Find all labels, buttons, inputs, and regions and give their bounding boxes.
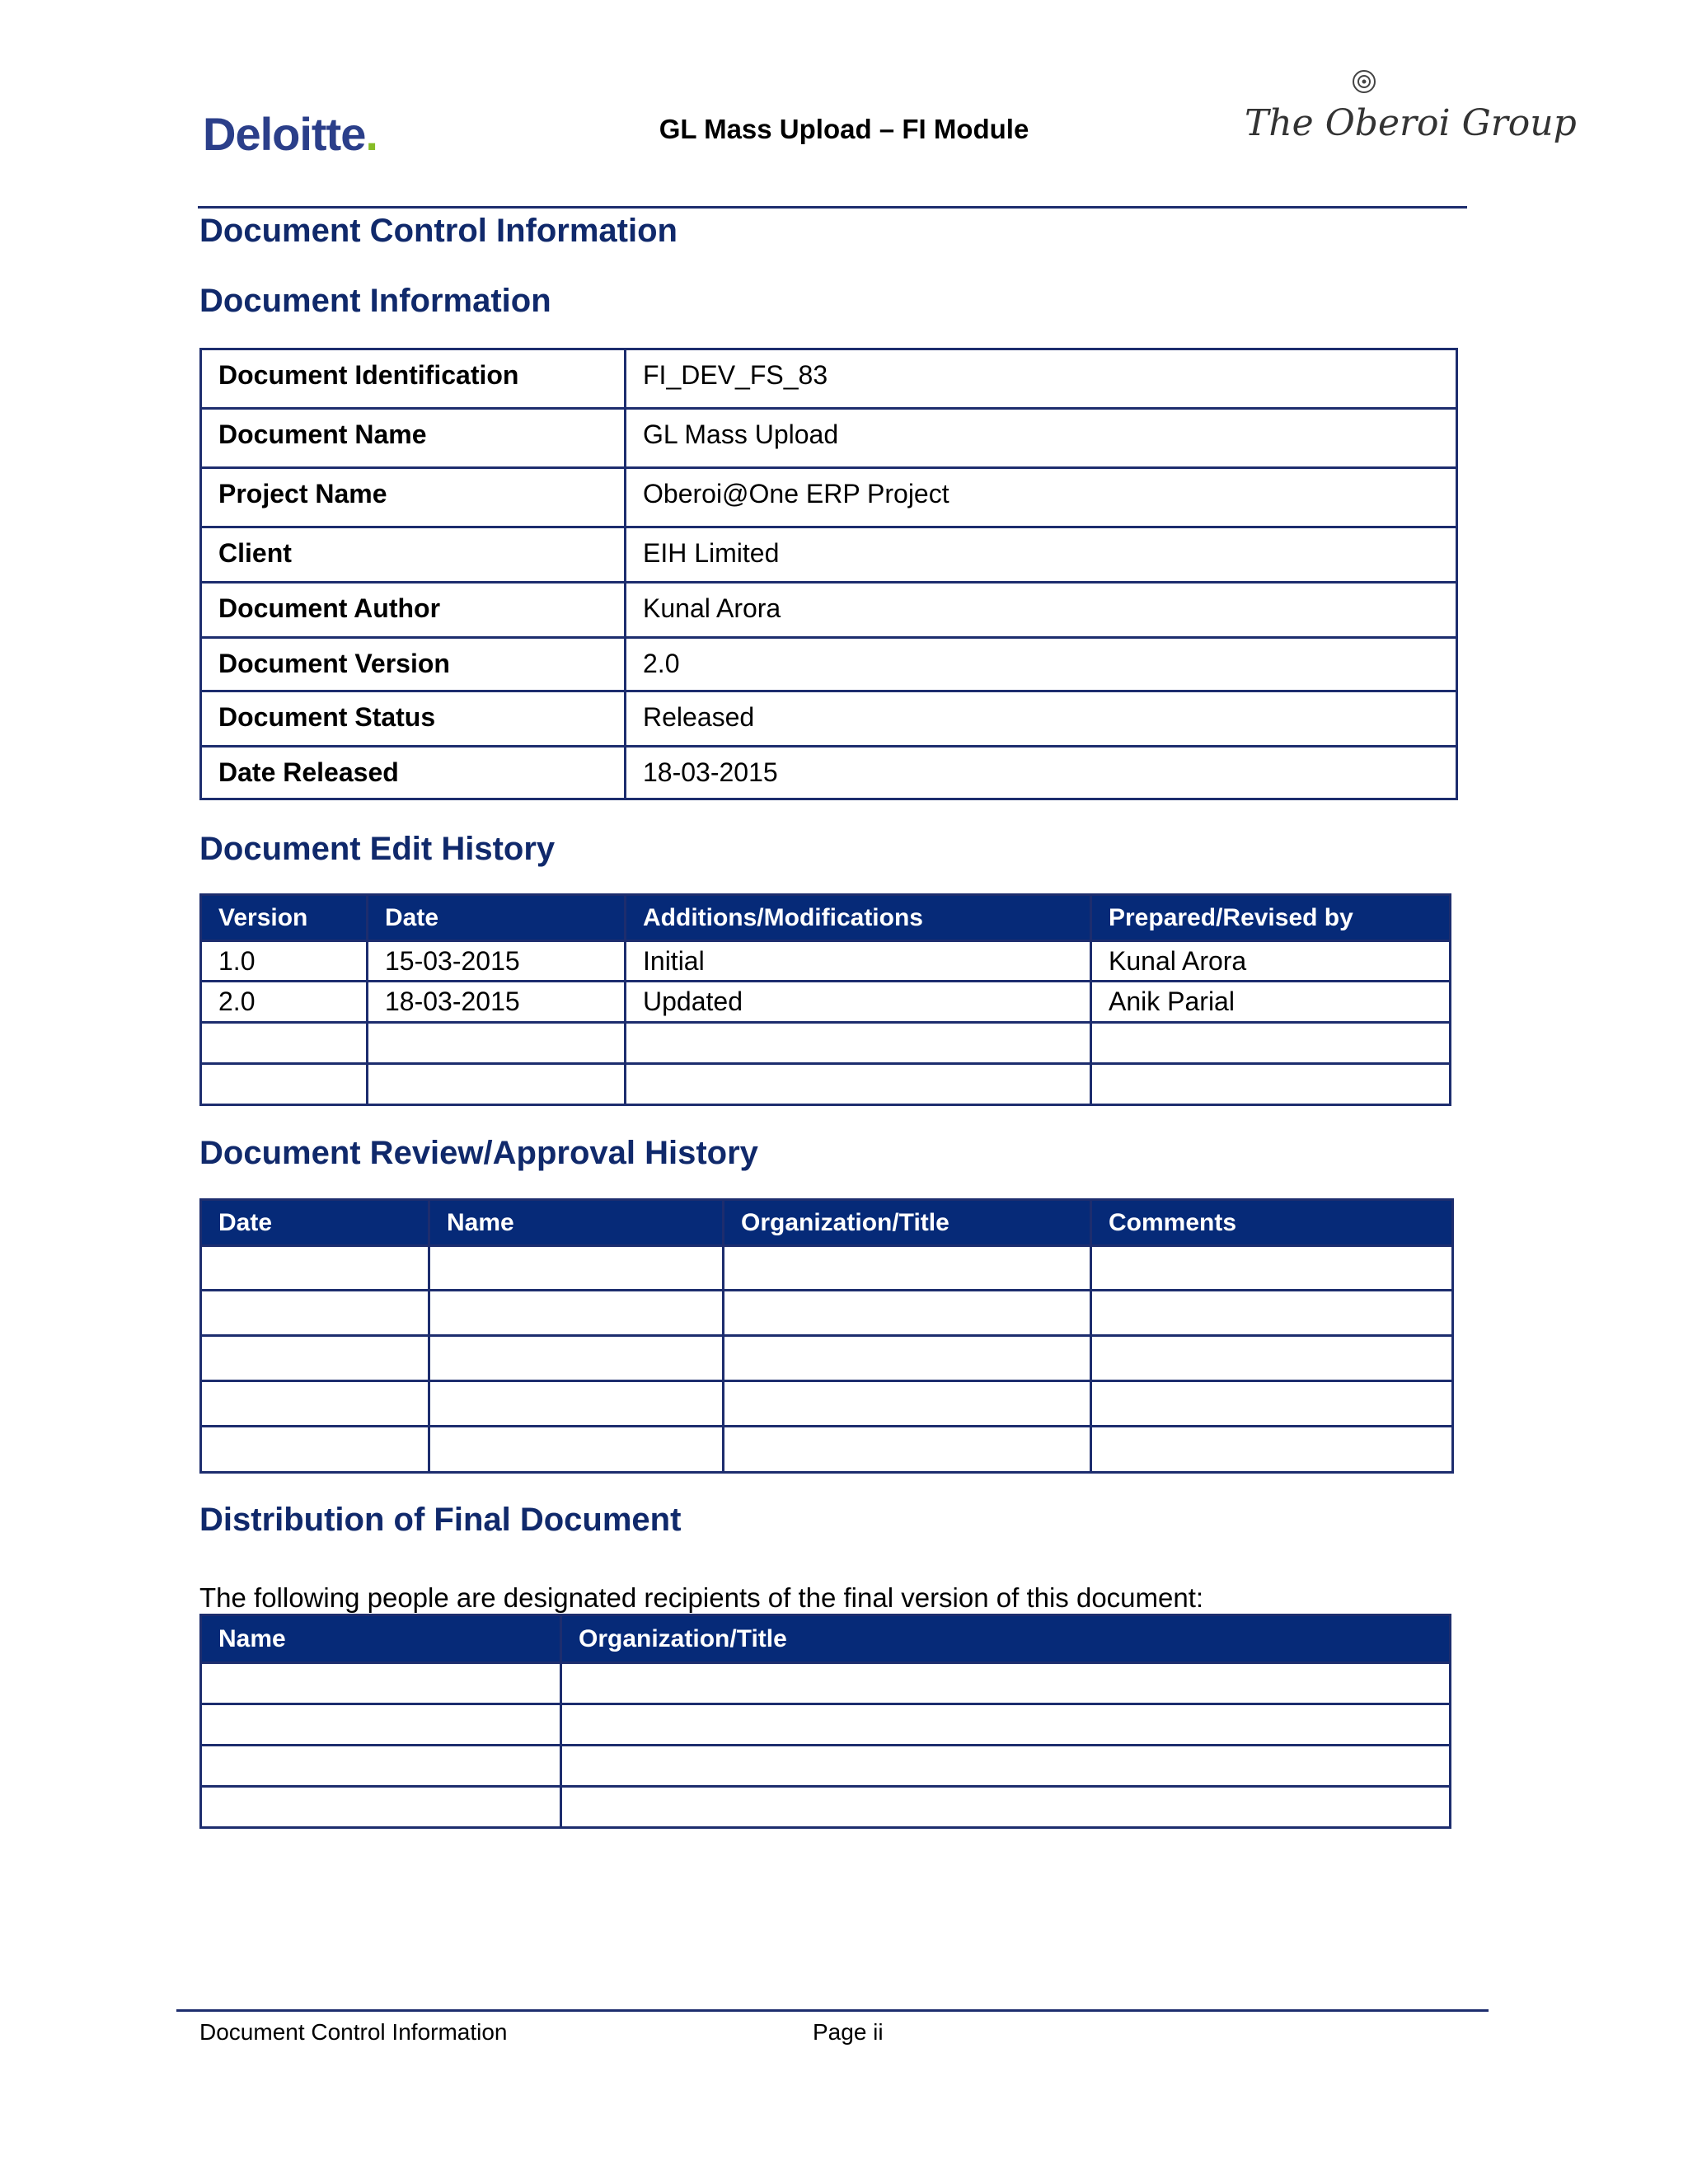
table-cell <box>429 1246 724 1291</box>
column-header: Name <box>429 1200 724 1246</box>
table-cell <box>561 1787 1451 1828</box>
table-row <box>201 1064 1451 1105</box>
table-cell <box>1091 1291 1453 1336</box>
distribution-intro: The following people are designated recipients of the final version of this document: <box>199 1582 1204 1613</box>
footer-page-number: Page ii <box>813 2019 884 2045</box>
table-cell <box>429 1291 724 1336</box>
table-row <box>201 638 1457 691</box>
table-cell <box>201 1064 368 1105</box>
column-header: Date <box>201 1200 429 1246</box>
info-value: Kunal Arora <box>626 583 1457 638</box>
table-cell <box>429 1427 724 1473</box>
info-value: Released <box>626 691 1457 747</box>
distribution-table <box>199 1614 1451 1829</box>
table-cell: 15-03-2015 <box>368 941 626 982</box>
table-cell <box>561 1704 1451 1746</box>
table-row <box>201 747 1457 799</box>
table-cell <box>201 1663 561 1704</box>
info-value: 2.0 <box>626 638 1457 691</box>
column-header: Date <box>368 895 626 941</box>
table-row <box>201 982 1451 1023</box>
table-cell: 1.0 <box>201 941 368 982</box>
oberoi-logo-text: The Oberoi Group <box>1245 102 1577 144</box>
table-cell <box>201 1746 561 1787</box>
table-cell <box>201 1427 429 1473</box>
table-row <box>201 349 1457 409</box>
table-row <box>201 1787 1451 1828</box>
table-cell <box>724 1246 1091 1291</box>
table-cell <box>201 1787 561 1828</box>
table-cell: Anik Parial <box>1091 982 1451 1023</box>
table-cell <box>561 1746 1451 1787</box>
table-cell <box>724 1381 1091 1427</box>
table-cell <box>1091 1023 1451 1064</box>
info-value: GL Mass Upload <box>626 409 1457 468</box>
document-information-table <box>199 348 1458 800</box>
table-row <box>201 1746 1451 1787</box>
table-cell <box>368 1064 626 1105</box>
info-value: EIH Limited <box>626 527 1457 583</box>
table-row <box>201 409 1457 468</box>
table-row <box>201 691 1457 747</box>
table-cell: Kunal Arora <box>1091 941 1451 982</box>
info-value: FI_DEV_FS_83 <box>626 349 1457 409</box>
table-cell <box>626 1023 1091 1064</box>
heading-document-information: Document Information <box>199 283 551 319</box>
heading-edit-history: Document Edit History <box>199 831 556 867</box>
column-header: Prepared/Revised by <box>1091 895 1451 941</box>
info-label: Document Author <box>201 583 626 638</box>
column-header: Additions/Modifications <box>626 895 1091 941</box>
column-header: Organization/Title <box>561 1615 1451 1663</box>
column-header: Organization/Title <box>724 1200 1091 1246</box>
table-row <box>201 941 1451 982</box>
table-cell: Initial <box>626 941 1091 982</box>
table-cell <box>201 1381 429 1427</box>
table-row <box>201 1663 1451 1704</box>
table-row <box>201 1336 1453 1381</box>
table-cell <box>201 1023 368 1064</box>
deloitte-logo: Deloitte. <box>203 108 377 160</box>
table-cell <box>724 1291 1091 1336</box>
table-cell <box>1091 1381 1453 1427</box>
table-cell <box>626 1064 1091 1105</box>
table-cell: 2.0 <box>201 982 368 1023</box>
table-cell <box>561 1663 1451 1704</box>
column-header: Comments <box>1091 1200 1453 1246</box>
table-cell <box>1091 1427 1453 1473</box>
info-label: Document Version <box>201 638 626 691</box>
table-cell: 18-03-2015 <box>368 982 626 1023</box>
table-header-row <box>201 1200 1453 1246</box>
table-cell <box>201 1704 561 1746</box>
table-header-row <box>201 895 1451 941</box>
heading-distribution: Distribution of Final Document <box>199 1502 682 1538</box>
table-row <box>201 1381 1453 1427</box>
heading-document-control: Document Control Information <box>199 213 678 249</box>
table-cell <box>429 1381 724 1427</box>
table-cell <box>429 1336 724 1381</box>
info-value: 18-03-2015 <box>626 747 1457 799</box>
footer-section-title: Document Control Information <box>199 2019 508 2045</box>
edit-history-table <box>199 893 1451 1106</box>
table-cell <box>724 1336 1091 1381</box>
footer-rule <box>176 2009 1489 2012</box>
review-history-table <box>199 1198 1454 1474</box>
info-label: Document Identification <box>201 349 626 409</box>
header-title: GL Mass Upload – FI Module <box>659 114 1029 144</box>
table-cell: Updated <box>626 982 1091 1023</box>
column-header: Name <box>201 1615 561 1663</box>
table-row <box>201 527 1457 583</box>
oberoi-emblem-icon <box>1350 68 1378 96</box>
info-label: Project Name <box>201 468 626 527</box>
header-rule <box>198 206 1467 209</box>
oberoi-logo <box>1245 68 1577 144</box>
info-label: Document Name <box>201 409 626 468</box>
table-row <box>201 1427 1453 1473</box>
table-row <box>201 1291 1453 1336</box>
table-row <box>201 583 1457 638</box>
table-cell <box>1091 1064 1451 1105</box>
heading-review-history: Document Review/Approval History <box>199 1135 758 1171</box>
table-row <box>201 1246 1453 1291</box>
table-cell <box>1091 1336 1453 1381</box>
info-label: Date Released <box>201 747 626 799</box>
table-row <box>201 468 1457 527</box>
info-value: Oberoi@One ERP Project <box>626 468 1457 527</box>
info-label: Client <box>201 527 626 583</box>
column-header: Version <box>201 895 368 941</box>
table-cell <box>1091 1246 1453 1291</box>
table-header-row <box>201 1615 1451 1663</box>
table-row <box>201 1023 1451 1064</box>
table-cell <box>724 1427 1091 1473</box>
table-cell <box>201 1246 429 1291</box>
info-label: Document Status <box>201 691 626 747</box>
table-cell <box>368 1023 626 1064</box>
table-row <box>201 1704 1451 1746</box>
table-cell <box>201 1336 429 1381</box>
table-cell <box>201 1291 429 1336</box>
